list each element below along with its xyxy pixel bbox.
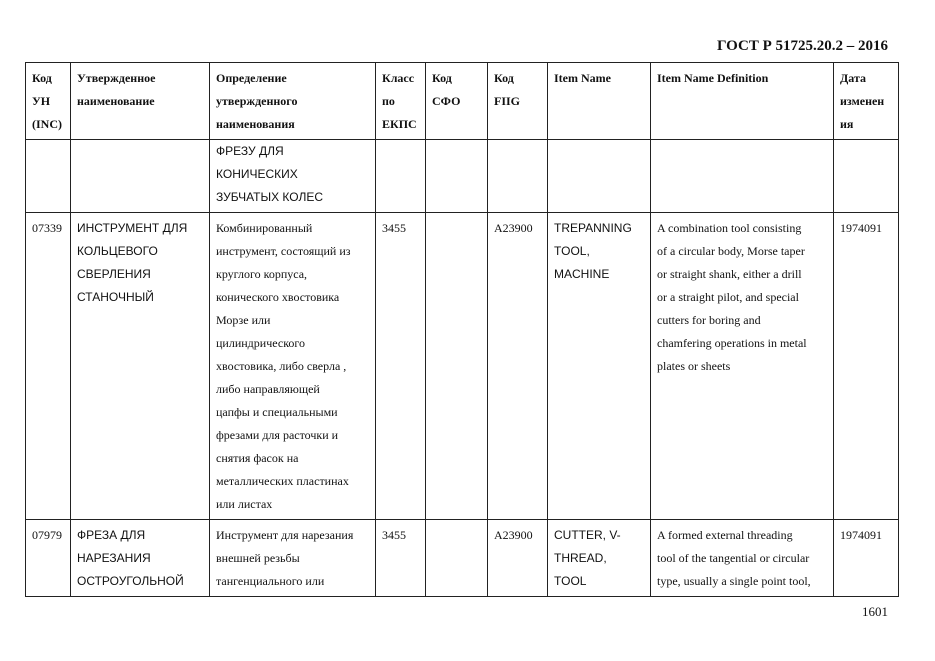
cell-text-line: или листах (216, 497, 273, 511)
cell-text-line: 1974091 (840, 221, 882, 235)
cell-text-line: ЗУБЧАТЫХ КОЛЕС (216, 190, 324, 204)
cell-sfo-code (426, 520, 488, 597)
cell-text-line: СВЕРЛЕНИЯ (77, 267, 151, 281)
column-header-line: Код (432, 71, 452, 85)
cell-text-line: снятия фасок на (216, 451, 299, 465)
cell-inc (26, 140, 71, 213)
column-header-fiig-code (488, 63, 548, 140)
cell-definition-ru (210, 140, 376, 213)
table-row (26, 213, 899, 520)
cell-item-name-definition (651, 140, 834, 213)
cell-text-line: cutters for boring and (657, 313, 761, 327)
cell-text-line: A23900 (494, 528, 533, 542)
cell-text-line: хвостовика, либо сверла , (216, 359, 347, 373)
column-header-ekps-class (376, 63, 426, 140)
column-header-line: наименования (216, 117, 295, 131)
cell-text-line: TREPANNING (554, 221, 632, 235)
column-header-sfo-code (426, 63, 488, 140)
cell-text-line: or straight shank, either a drill (657, 267, 802, 281)
cell-text-line: Инструмент для нарезания (216, 528, 354, 542)
cell-text-line: Комбинированный (216, 221, 313, 235)
column-header-line: Класс (382, 71, 415, 85)
cell-text-line: plates or sheets (657, 359, 731, 373)
cell-approved-name (71, 520, 210, 597)
cell-text-line: or a straight pilot, and special (657, 290, 799, 304)
table-row (26, 140, 899, 213)
cell-text-line: НАРЕЗАНИЯ (77, 551, 151, 565)
column-header-line: Дата (840, 71, 866, 85)
cell-item-name-definition (651, 520, 834, 597)
cell-text-line: 3455 (382, 221, 406, 235)
cell-text-line: THREAD, (554, 551, 607, 565)
cell-definition-ru (210, 213, 376, 520)
cell-text-line: TOOL, (554, 244, 590, 258)
column-header-line: FIIG (494, 94, 521, 108)
column-header-line: ЕКПС (382, 117, 417, 131)
cell-inc (26, 520, 71, 597)
cell-ekps-class (376, 140, 426, 213)
document-standard-header: ГОСТ Р 51725.20.2 – 2016 (716, 38, 888, 54)
cell-change-date (834, 213, 899, 520)
column-header-item-name (548, 63, 651, 140)
cell-text-line: ИНСТРУМЕНТ ДЛЯ (77, 221, 188, 235)
cell-change-date (834, 520, 899, 597)
cell-text-line: ФРЕЗА ДЛЯ (77, 528, 146, 542)
cell-text-line: КОЛЬЦЕВОГО (77, 244, 158, 258)
cell-approved-name (71, 213, 210, 520)
cell-fiig-code (488, 140, 548, 213)
column-header-line: ия (840, 117, 854, 131)
cell-text-line: либо направляющей (216, 382, 320, 396)
cell-text-line: TOOL (554, 574, 587, 588)
column-header-line: Определение (216, 71, 287, 85)
cell-text-line: фрезами для расточки и (216, 428, 339, 442)
cell-text-line: 07339 (32, 221, 62, 235)
cell-fiig-code (488, 520, 548, 597)
cell-text-line: инструмент, состоящий из (216, 244, 351, 258)
cell-item-name (548, 140, 651, 213)
cell-fiig-code (488, 213, 548, 520)
cell-ekps-class (376, 213, 426, 520)
cell-text-line: type, usually a single point tool, (657, 574, 811, 588)
catalog-table (25, 62, 899, 597)
cell-text-line: металлических пластинах (216, 474, 349, 488)
cell-text-line: A23900 (494, 221, 533, 235)
column-header-line: (INC) (32, 117, 62, 131)
column-header-approved-name (71, 63, 210, 140)
cell-text-line: Морзе или (216, 313, 271, 327)
cell-approved-name (71, 140, 210, 213)
column-header-item-name-definition (651, 63, 834, 140)
cell-text-line: tool of the tangential or circular (657, 551, 810, 565)
column-header-line: Item Name Definition (657, 71, 769, 85)
column-header-line: по (382, 94, 395, 108)
cell-text-line: цапфы и специальными (216, 405, 338, 419)
cell-text-line: конического хвостовика (216, 290, 340, 304)
cell-change-date (834, 140, 899, 213)
cell-sfo-code (426, 213, 488, 520)
column-header-line: наименование (77, 94, 155, 108)
cell-text-line: СТАНОЧНЫЙ (77, 290, 154, 304)
cell-text-line: chamfering operations in metal (657, 336, 807, 350)
cell-text-line: A combination tool consisting (657, 221, 802, 235)
cell-text-line: 1974091 (840, 528, 882, 542)
cell-inc (26, 213, 71, 520)
cell-text-line: 3455 (382, 528, 406, 542)
table-row (26, 520, 899, 597)
cell-text-line: ОСТРОУГОЛЬНОЙ (77, 574, 184, 588)
cell-item-name (548, 213, 651, 520)
cell-item-name-definition (651, 213, 834, 520)
column-header-inc (26, 63, 71, 140)
cell-text-line: тангенциального или (216, 574, 325, 588)
cell-text-line: A formed external threading (657, 528, 793, 542)
column-header-line: УН (32, 94, 51, 108)
column-header-line: утвержденного (216, 94, 298, 108)
column-header-definition-ru (210, 63, 376, 140)
column-header-line: Item Name (554, 71, 611, 85)
cell-text-line: внешней резьбы (216, 551, 300, 565)
cell-definition-ru (210, 520, 376, 597)
column-header-line: Код (32, 71, 52, 85)
table-header-row (26, 63, 899, 140)
cell-item-name (548, 520, 651, 597)
cell-text-line: 07979 (32, 528, 62, 542)
cell-text-line: КОНИЧЕСКИХ (216, 167, 298, 181)
column-header-line: изменен (840, 94, 885, 108)
column-header-line: Код (494, 71, 514, 85)
cell-text-line: ФРЕЗУ ДЛЯ (216, 144, 284, 158)
page-number: 1601 (862, 604, 888, 619)
cell-text-line: MACHINE (554, 267, 610, 281)
column-header-change-date (834, 63, 899, 140)
cell-text-line: CUTTER, V- (554, 528, 621, 542)
column-header-line: Утвержденное (77, 71, 156, 85)
cell-sfo-code (426, 140, 488, 213)
cell-text-line: цилиндрического (216, 336, 306, 350)
column-header-line: СФО (432, 94, 461, 108)
cell-text-line: of a circular body, Morse taper (657, 244, 805, 258)
cell-text-line: круглого корпуса, (216, 267, 308, 281)
cell-ekps-class (376, 520, 426, 597)
